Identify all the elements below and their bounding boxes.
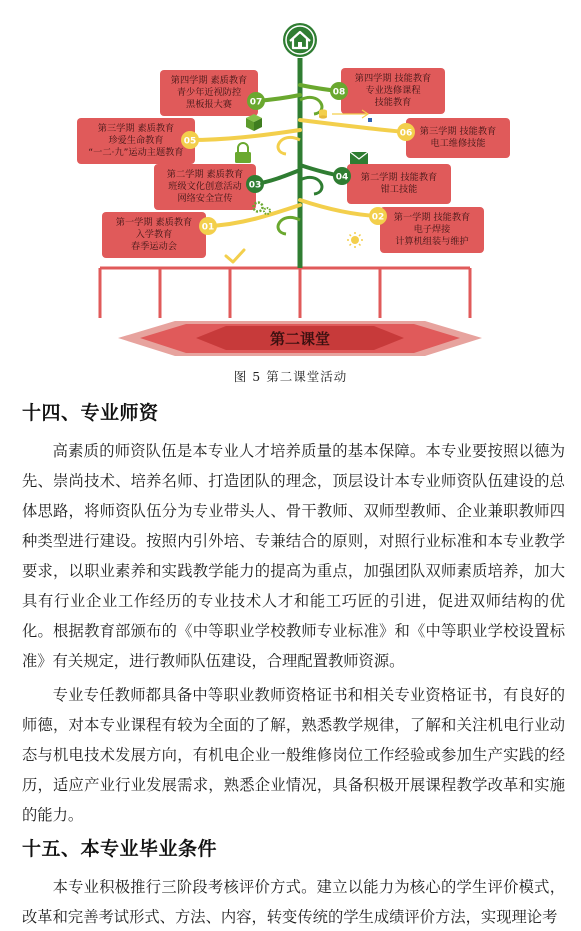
- card-left-03: [154, 164, 256, 210]
- base-label: 第二课堂: [269, 330, 331, 348]
- envelope-icon: [350, 152, 368, 164]
- lock-icon: [235, 143, 251, 163]
- svg-text:入学教育: 入学教育: [135, 229, 173, 240]
- node-08: [330, 82, 348, 100]
- node-04: [333, 167, 351, 185]
- section-15-paragraph-1: 本专业积极推行三阶段考核评价方式。建立以能力为核心的学生评价模式，改革和完善考试形式、方法、内容，转变传统的学生成绩评价方法，实现理论考: [22, 878, 565, 926]
- check-icon: [226, 250, 244, 262]
- svg-text:08: 08: [332, 87, 346, 98]
- card-right-04: [347, 164, 451, 204]
- svg-text:专业选修课程: 专业选修课程: [365, 85, 421, 96]
- card-left-05: [77, 118, 195, 164]
- node-02: [369, 207, 387, 225]
- svg-text:珍爱生命教育: 珍爱生命教育: [108, 135, 164, 146]
- svg-text:计算机组装与维护: 计算机组装与维护: [395, 236, 469, 247]
- second-classroom-figure: [0, 0, 581, 365]
- svg-text:班级文化创意活动: 班级文化创意活动: [168, 181, 242, 192]
- section-14-paragraph-2: 专业专任教师都具备中等职业教师资格证书和相关专业资格证书，有良好的师德，对本专业课程有较为全面的了解，熟悉教学规律，了解和关注机电行业动态与机电技术发展方向，有机电企业一般维修岗位工作经验或参加生产实践的经历，适应产业行业发展需求，熟悉企业情况，具备积极开展课程教学改革和实施的能力。: [22, 686, 565, 824]
- gears-icon: [254, 203, 271, 215]
- svg-text:第二学期 技能教育: 第二学期 技能教育: [360, 172, 438, 183]
- svg-text:06: 06: [399, 128, 413, 139]
- section-15-title: 十五、本专业毕业条件: [22, 838, 218, 860]
- svg-text:网络安全宣传: 网络安全宣传: [177, 193, 233, 204]
- node-01: [199, 217, 217, 235]
- svg-text:第二学期 素质教育: 第二学期 素质教育: [166, 169, 244, 180]
- cube-icon: [246, 114, 262, 131]
- svg-text:青少年近视防控: 青少年近视防控: [176, 87, 242, 98]
- svg-text:第三学期 技能教育: 第三学期 技能教育: [419, 126, 497, 137]
- base-banner: [118, 321, 482, 356]
- svg-text:第四学期 技能教育: 第四学期 技能教育: [354, 73, 432, 84]
- card-right-02: [380, 207, 484, 253]
- sun-icon: [347, 232, 363, 248]
- svg-text:技能教育: 技能教育: [374, 97, 412, 108]
- card-right-08: [341, 68, 445, 114]
- card-left-07: [160, 70, 258, 116]
- svg-text:钳工技能: 钳工技能: [380, 184, 418, 195]
- svg-text:春季运动会: 春季运动会: [131, 241, 177, 252]
- svg-text:“一二·九”运动主题教育: “一二·九”运动主题教育: [88, 147, 184, 158]
- figure-caption: 图 5 第二课堂活动: [233, 369, 348, 384]
- svg-text:07: 07: [249, 97, 263, 108]
- card-right-06: [406, 118, 510, 158]
- section-14-paragraph-1: 高素质的师资队伍是本专业人才培养质量的基本保障。本专业要按照以德为先、崇尚技术、培养名师、打造团队的理念，顶层设计本专业师资队伍建设的总体思路，将师资队伍分为专业带头人、骨干教师、双师型教师、企业兼职教师四种类型进行建设。按照内引外培、专兼结合的原则，对照行业标准和本专业教学要求，以职业素养和实践教学能力的提高为重点，加强团队双师素质培养，加大具有行业企业工作经历的专业技术人才和能工巧匠的引进，促进双师结构的优化。根据教育部颁布的《中等职业学校教师专业标准》和《中等职业学校设置标准》有关规定，进行教师队伍建设，合理配置教师资源。: [22, 442, 565, 670]
- svg-text:第一学期 技能教育: 第一学期 技能教育: [393, 212, 471, 223]
- svg-text:电工维修技能: 电工维修技能: [430, 138, 486, 149]
- svg-text:01: 01: [201, 222, 215, 233]
- node-03: [246, 175, 264, 193]
- node-07: [247, 92, 265, 110]
- svg-text:04: 04: [335, 172, 349, 183]
- svg-text:电子焊接: 电子焊接: [413, 224, 451, 235]
- svg-text:第四学期 素质教育: 第四学期 素质教育: [170, 75, 248, 86]
- svg-text:第三学期 素质教育: 第三学期 素质教育: [97, 123, 175, 134]
- svg-text:黑板报大赛: 黑板报大赛: [186, 99, 232, 110]
- node-06: [397, 123, 415, 141]
- home-icon: [283, 23, 317, 57]
- svg-text:03: 03: [248, 180, 262, 191]
- card-left-01: [102, 212, 206, 258]
- node-05: [181, 131, 199, 149]
- svg-text:02: 02: [371, 212, 385, 223]
- svg-text:第一学期 素质教育: 第一学期 素质教育: [115, 217, 193, 228]
- svg-text:05: 05: [183, 136, 197, 147]
- section-14-title: 十四、专业师资: [22, 402, 159, 424]
